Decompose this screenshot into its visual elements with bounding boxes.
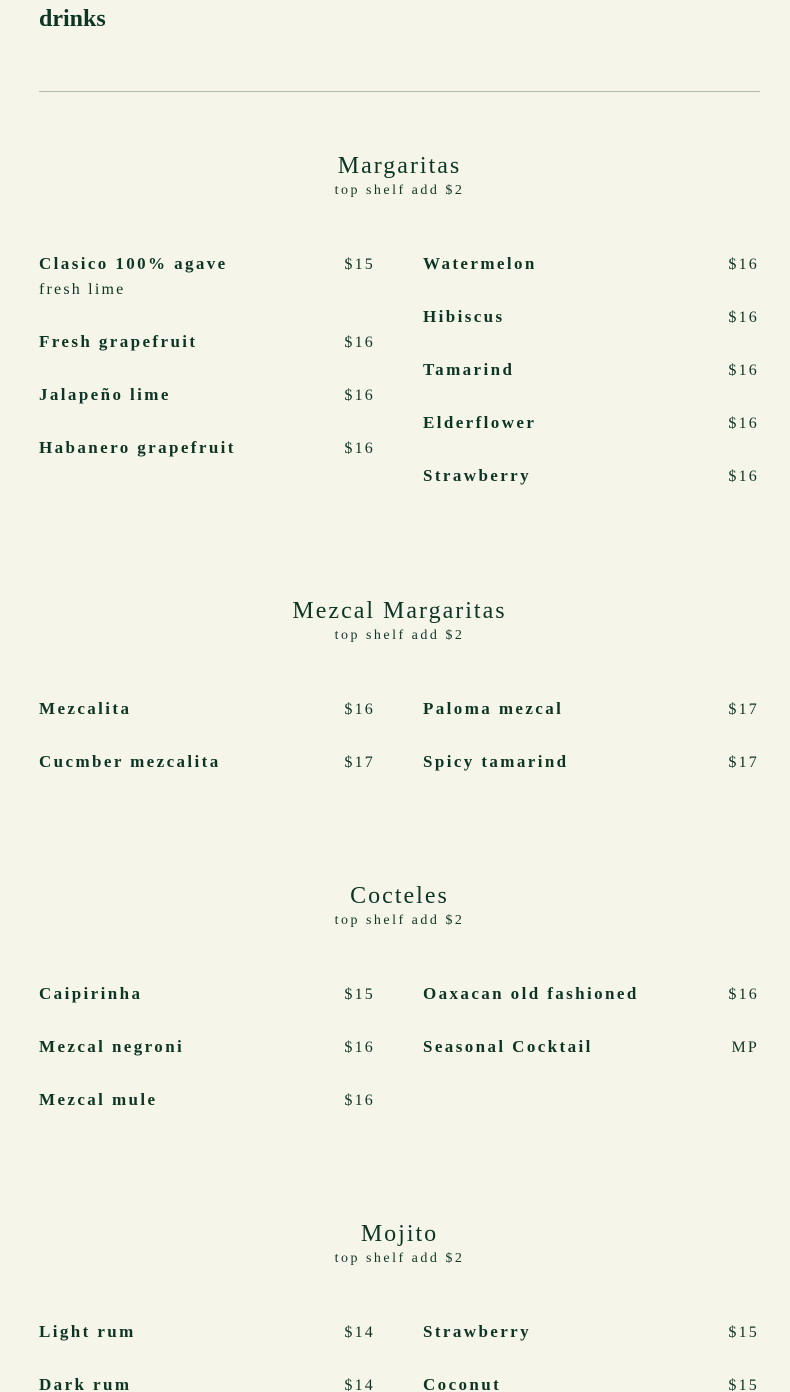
menu-item: [423, 752, 759, 773]
item-name: Hibiscus: [423, 307, 505, 326]
item-name: Oaxacan old fashioned: [423, 984, 639, 1003]
item-price: $15: [344, 256, 375, 273]
menu-item: [39, 984, 375, 1005]
menu-item: [39, 1375, 375, 1392]
item-name: Dark rum: [39, 1375, 132, 1392]
menu-item: [39, 699, 375, 720]
section-subtitle: top shelf add $2: [334, 628, 465, 643]
divider: [39, 91, 760, 92]
section-subtitle: top shelf add $2: [334, 913, 465, 928]
item-price: $16: [344, 1092, 375, 1109]
item-price: $15: [728, 1377, 759, 1392]
menu-column-right: [423, 1322, 759, 1392]
menu-item: [423, 413, 759, 434]
item-price: $17: [728, 701, 759, 718]
item-price: $15: [344, 986, 375, 1003]
item-name: Strawberry: [423, 1322, 532, 1341]
menu-item: [39, 385, 375, 406]
item-name: Caipirinha: [39, 984, 143, 1003]
item-name: Mezcal mule: [39, 1090, 158, 1109]
menu-item: [423, 360, 759, 381]
section-margaritas: [39, 152, 760, 485]
item-price: $16: [728, 362, 759, 379]
item-name: Mezcal negroni: [39, 1037, 185, 1056]
item-price: $16: [728, 309, 759, 326]
item-price: $14: [344, 1324, 375, 1341]
section-subtitle: top shelf add $2: [334, 183, 465, 198]
menu-column-left: [39, 1322, 375, 1392]
page-heading: drinks: [39, 6, 106, 32]
section-header: [39, 152, 760, 199]
menu-item: [39, 1090, 375, 1111]
item-price: $17: [728, 754, 759, 771]
item-price: $16: [728, 986, 759, 1003]
section-mojito: [39, 1220, 760, 1392]
item-price: $16: [728, 256, 759, 273]
menu-column-right: [423, 699, 759, 805]
item-price: $14: [344, 1377, 375, 1392]
item-name: Habanero grapefruit: [39, 438, 236, 457]
menu-item: [39, 438, 375, 459]
item-name: Jalapeño lime: [39, 385, 171, 404]
item-price: $16: [344, 334, 375, 351]
item-price: $15: [728, 1324, 759, 1341]
menu-item: [39, 254, 375, 300]
item-name: Paloma mezcal: [423, 699, 564, 718]
menu-item: [39, 1322, 375, 1343]
section-subtitle: top shelf add $2: [334, 1251, 465, 1266]
item-price: $16: [344, 701, 375, 718]
item-description: fresh lime: [39, 281, 126, 298]
section-title: Mezcal Margaritas: [292, 598, 507, 624]
menu-item: [39, 1037, 375, 1058]
section-title: Mojito: [360, 1221, 439, 1247]
menu-column-left: [39, 699, 375, 805]
menu-item: [423, 1037, 759, 1058]
menu-item: [39, 752, 375, 773]
item-name: Strawberry: [423, 466, 532, 485]
menu-item: [423, 466, 759, 487]
menu-item: [423, 984, 759, 1005]
menu-item: [39, 332, 375, 353]
item-name: Fresh grapefruit: [39, 332, 198, 351]
menu-column-left: [39, 254, 375, 491]
section-header: [39, 597, 760, 644]
menu-column-right: [423, 254, 759, 519]
item-price: $16: [344, 1039, 375, 1056]
menu-item: [423, 254, 759, 275]
item-price: $17: [344, 754, 375, 771]
section-header: [39, 882, 760, 929]
menu-item: [423, 1375, 759, 1392]
section-mezcal-margaritas: [39, 597, 760, 771]
item-name: Mezcalita: [39, 699, 132, 718]
item-name: Seasonal Cocktail: [423, 1037, 593, 1056]
item-price: MP: [731, 1039, 759, 1056]
menu-column-left: [39, 984, 375, 1143]
menu-column-right: [423, 984, 759, 1090]
item-name: Elderflower: [423, 413, 537, 432]
item-name: Coconut: [423, 1375, 502, 1392]
item-name: Watermelon: [423, 254, 537, 273]
item-price: $16: [728, 415, 759, 432]
item-name: Spicy tamarind: [423, 752, 569, 771]
section-header: [39, 1220, 760, 1267]
item-name: Cucmber mezcalita: [39, 752, 221, 771]
item-price: $16: [344, 440, 375, 457]
item-price: $16: [728, 468, 759, 485]
menu-item: [423, 307, 759, 328]
item-name: Tamarind: [423, 360, 515, 379]
item-price: $16: [344, 387, 375, 404]
item-name: Light rum: [39, 1322, 136, 1341]
item-name: Clasico 100% agave: [39, 254, 228, 273]
section-cocteles: [39, 882, 760, 1109]
menu-item: [423, 1322, 759, 1343]
section-title: Cocteles: [350, 883, 449, 909]
section-title: Margaritas: [337, 153, 462, 179]
menu-item: [423, 699, 759, 720]
